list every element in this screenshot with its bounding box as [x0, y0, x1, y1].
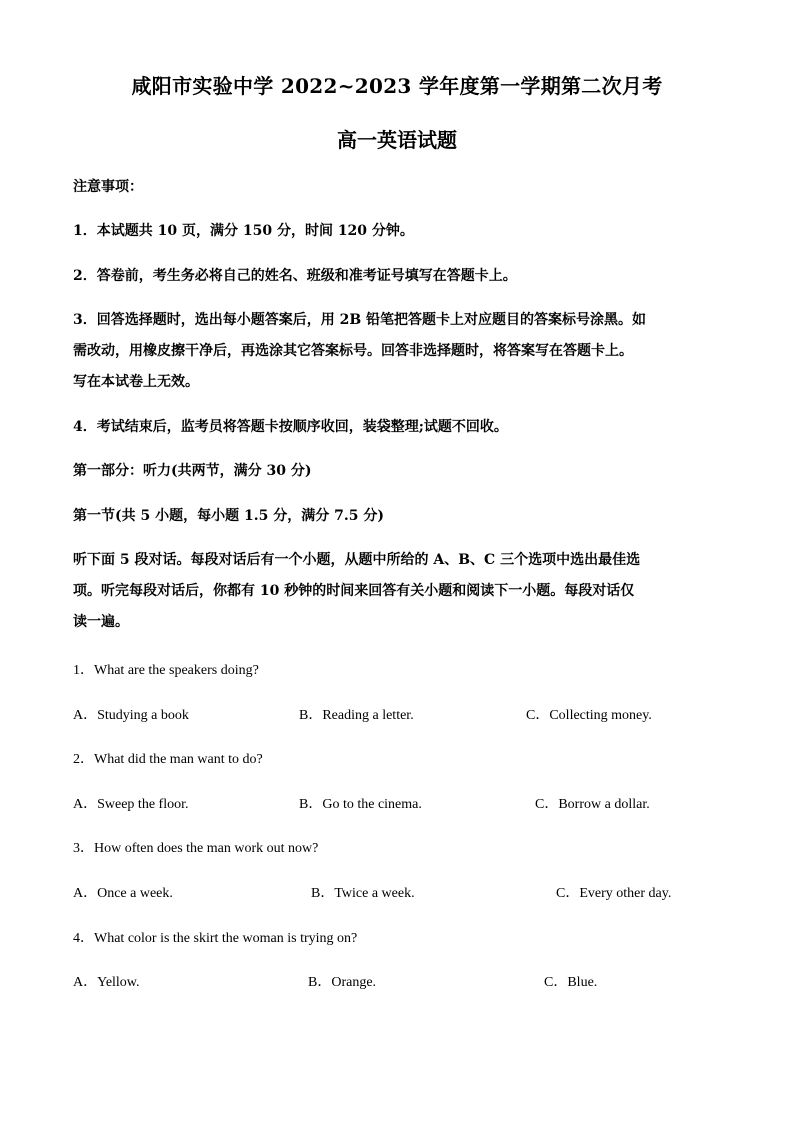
option-b: B．Go to the cinema. — [299, 797, 422, 812]
section-heading: 第一节(共 5 小题，每小题 1.5 分，满分 7.5 分) — [73, 508, 384, 524]
notice-heading: 注意事项： — [73, 179, 143, 195]
notice-item: 1．本试题共 10 页，满分 150 分，时间 120 分钟。 — [73, 223, 414, 239]
question-stem: 4．What color is the skirt the woman is trying on? — [73, 931, 358, 946]
option-c: C．Every other day. — [556, 886, 672, 901]
exam-subtitle: 高一英语试题 — [337, 128, 457, 152]
question-stem: 1．What are the speakers doing? — [73, 663, 259, 678]
option-b: B．Orange. — [308, 975, 377, 990]
option-c: C．Borrow a dollar. — [535, 797, 650, 812]
notice-item: 2．答卷前，考生务必将自己的姓名、班级和准考证号填写在答题卡上。 — [73, 268, 517, 284]
option-a: A．Sweep the floor. — [73, 797, 189, 812]
notice-item: 需改动，用橡皮擦干净后，再选涂其它答案标号。回答非选择题时，将答案写在答题卡上。 — [73, 343, 633, 359]
option-b: B．Twice a week. — [311, 886, 415, 901]
option-c: C．Blue. — [544, 975, 598, 990]
section-instructions: 听下面 5 段对话。每段对话后有一个小题，从题中所给的 A、B、C 三个选项中选出最佳选 — [73, 552, 641, 568]
option-a: A．Once a week. — [73, 886, 173, 901]
part-heading: 第一部分：听力(共两节，满分 30 分) — [73, 463, 312, 479]
option-a: A．Studying a book — [73, 708, 189, 723]
section-instructions: 读一遍。 — [73, 614, 129, 630]
section-instructions: 项。听完每段对话后，你都有 10 秒钟的时间来回答有关小题和阅读下一小题。每段对话仅 — [73, 583, 635, 599]
option-b: B．Reading a letter. — [299, 708, 414, 723]
question-stem: 2．What did the man want to do? — [73, 752, 263, 767]
exam-title: 咸阳市实验中学 2022~2023 学年度第一学期第二次月考 — [131, 74, 663, 98]
notice-item: 3．回答选择题时，选出每小题答案后，用 2B 铅笔把答题卡上对应题目的答案标号涂黑。如 — [73, 312, 647, 328]
question-stem: 3．How often does the man work out now? — [73, 841, 319, 856]
notice-item: 4．考试结束后，监考员将答题卡按顺序收回，装袋整理;试题不回收。 — [73, 419, 508, 435]
notice-item: 写在本试卷上无效。 — [73, 374, 199, 390]
option-c: C．Collecting money. — [526, 708, 652, 723]
option-a: A．Yellow. — [73, 975, 140, 990]
